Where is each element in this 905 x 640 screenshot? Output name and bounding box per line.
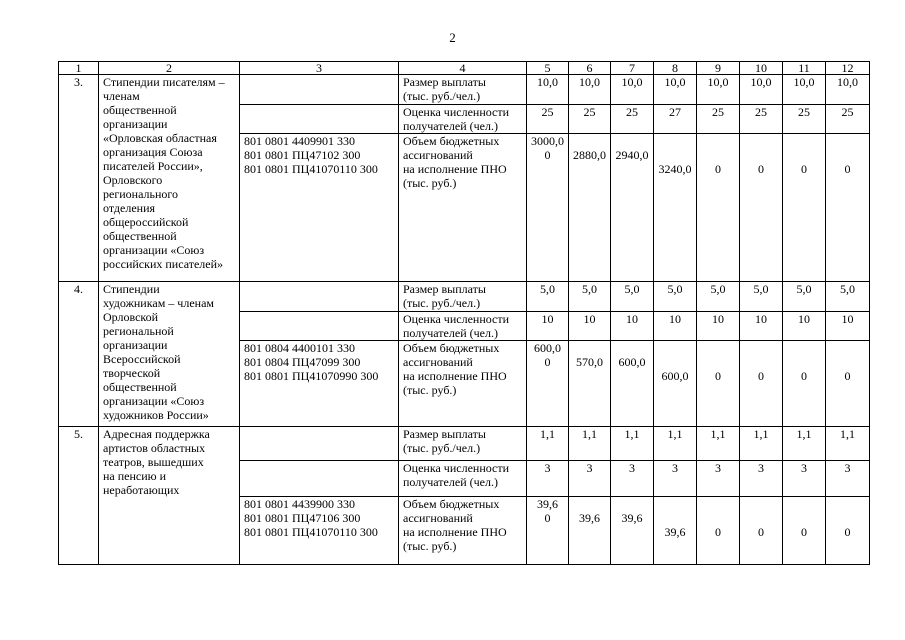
year-value: 10	[826, 312, 870, 341]
text-line: Орловской	[103, 310, 159, 324]
column-header: 2	[99, 62, 240, 75]
year-value: 1,1	[740, 427, 783, 461]
text-line: артистов областных	[103, 441, 206, 455]
year-value: 1,1	[527, 427, 569, 461]
year-value: 3	[826, 461, 870, 497]
text-line: организации	[103, 338, 168, 352]
indicator-label	[399, 134, 527, 282]
page-number: 2	[449, 30, 456, 45]
text-line: региональной	[103, 324, 174, 338]
year-value: 25	[697, 105, 740, 134]
year-value: 5,0	[611, 282, 654, 312]
year-value: 39,6	[569, 497, 611, 565]
text-line: художникам – членам	[103, 296, 214, 310]
text-line: на исполнение ПНО	[403, 369, 507, 383]
year-value: 0	[783, 497, 826, 565]
budget-codes	[240, 134, 399, 282]
budget-table	[58, 61, 870, 565]
year-value: 5,0	[783, 282, 826, 312]
year-value: 10,0	[826, 75, 870, 105]
text-line: 801 0804 ПЦ47099 300	[244, 355, 361, 369]
text-line: Стипендии писателям –	[103, 75, 225, 89]
year-value: 0	[826, 134, 870, 282]
text-line: организации «Союз	[103, 394, 205, 408]
year-value: 10,0	[697, 75, 740, 105]
text-line: ассигнований	[403, 511, 473, 525]
row-number: 3.	[59, 75, 99, 282]
year-value: 10,0	[527, 75, 569, 105]
indicator-label	[399, 461, 527, 497]
year-value: 10,0	[569, 75, 611, 105]
column-header: 5	[527, 62, 569, 75]
year-value: 0	[697, 341, 740, 427]
column-header: 3	[240, 62, 399, 75]
year-value: 1,1	[826, 427, 870, 461]
year-value: 0	[740, 134, 783, 282]
row-number: 5.	[59, 427, 99, 565]
text-line: Оценка численности	[403, 312, 510, 326]
year-value: 10	[611, 312, 654, 341]
text-line: общероссийской	[103, 215, 189, 229]
year-value: 10,0	[654, 75, 697, 105]
table-row	[59, 427, 870, 461]
text-line: отделения	[103, 201, 156, 215]
year-value: 3	[697, 461, 740, 497]
budget-codes	[240, 105, 399, 134]
budget-codes	[240, 427, 399, 461]
text-line: Оценка численности	[403, 461, 510, 475]
budget-codes	[240, 461, 399, 497]
text-line: Объем бюджетных	[403, 134, 500, 148]
year-value: 39,6	[611, 497, 654, 565]
text-line: общественной	[103, 380, 177, 394]
year-value: 10,0	[783, 75, 826, 105]
text-line: ассигнований	[403, 355, 473, 369]
text-line: регионального	[103, 187, 179, 201]
text-line: получателей (чел.)	[403, 326, 498, 340]
text-line: Адресная поддержка	[103, 427, 210, 441]
year-value: 0	[697, 134, 740, 282]
year-value: 25	[569, 105, 611, 134]
year-value: 0	[783, 341, 826, 427]
year-value: 3000,0 0	[527, 134, 569, 282]
measure-name	[99, 282, 240, 427]
year-value: 3	[654, 461, 697, 497]
year-value: 10	[783, 312, 826, 341]
budget-codes	[240, 312, 399, 341]
budget-codes	[240, 497, 399, 565]
year-value: 1,1	[569, 427, 611, 461]
text-line: (тыс. руб./чел.)	[403, 296, 481, 310]
text-line: неработающих	[103, 483, 180, 497]
indicator-label	[399, 312, 527, 341]
text-line: писателей России»,	[103, 159, 203, 173]
column-header: 9	[697, 62, 740, 75]
text-line: организации «Союз	[103, 243, 205, 257]
year-value: 10	[569, 312, 611, 341]
year-value: 5,0	[654, 282, 697, 312]
text-line: получателей (чел.)	[403, 119, 498, 133]
column-header: 1	[59, 62, 99, 75]
text-line: 801 0801 4439900 330	[244, 497, 355, 511]
year-value: 3	[783, 461, 826, 497]
year-value: 5,0	[697, 282, 740, 312]
text-line: общественной	[103, 103, 177, 117]
year-value: 0	[740, 497, 783, 565]
column-header: 8	[654, 62, 697, 75]
year-value: 5,0	[569, 282, 611, 312]
measure-name	[99, 75, 240, 282]
year-value: 0	[826, 341, 870, 427]
text-line: (тыс. руб./чел.)	[403, 441, 481, 455]
text-line: творческой	[103, 366, 161, 380]
text-line: (тыс. руб.)	[403, 539, 457, 553]
year-value: 5,0	[527, 282, 569, 312]
year-value: 39,6 0	[527, 497, 569, 565]
year-value: 25	[527, 105, 569, 134]
text-line: «Орловская областная	[103, 131, 217, 145]
measure-name	[99, 427, 240, 565]
year-value: 25	[611, 105, 654, 134]
year-value: 3	[611, 461, 654, 497]
text-line: художников России»	[103, 408, 209, 422]
column-header: 7	[611, 62, 654, 75]
year-value: 1,1	[611, 427, 654, 461]
text-line: 801 0801 4409901 330	[244, 134, 355, 148]
text-line: ассигнований	[403, 148, 473, 162]
column-header: 12	[826, 62, 870, 75]
year-value: 2940,0	[611, 134, 654, 282]
year-value: 3240,0	[654, 134, 697, 282]
table-row	[59, 75, 870, 105]
text-line: Оценка численности	[403, 105, 510, 119]
indicator-label	[399, 105, 527, 134]
text-line: Размер выплаты	[403, 427, 486, 441]
text-line: на исполнение ПНО	[403, 525, 507, 539]
text-line: (тыс. руб.)	[403, 383, 457, 397]
text-line: организация Союза	[103, 145, 203, 159]
text-line: 801 0801 ПЦ41070110 300	[244, 525, 378, 539]
year-value: 0	[826, 497, 870, 565]
year-value: 600,0 0	[527, 341, 569, 427]
year-value: 600,0	[611, 341, 654, 427]
year-value: 570,0	[569, 341, 611, 427]
year-value: 10	[527, 312, 569, 341]
year-value: 600,0	[654, 341, 697, 427]
year-value: 27	[654, 105, 697, 134]
text-line: российских писателей»	[103, 257, 224, 271]
text-line: 801 0801 ПЦ47106 300	[244, 511, 361, 525]
text-line: театров, вышедших	[103, 455, 204, 469]
indicator-label	[399, 341, 527, 427]
year-value: 25	[826, 105, 870, 134]
indicator-label	[399, 282, 527, 312]
year-value: 25	[740, 105, 783, 134]
year-value: 25	[783, 105, 826, 134]
text-line: Объем бюджетных	[403, 497, 500, 511]
text-line: Стипендии	[103, 282, 160, 296]
year-value: 10	[740, 312, 783, 341]
text-line: Размер выплаты	[403, 75, 486, 89]
year-value: 1,1	[697, 427, 740, 461]
year-value: 10	[697, 312, 740, 341]
budget-codes	[240, 341, 399, 427]
text-line: на пенсию и	[103, 469, 167, 483]
indicator-label	[399, 497, 527, 565]
year-value: 5,0	[826, 282, 870, 312]
header-row	[59, 62, 870, 75]
table-row	[59, 282, 870, 312]
text-line: (тыс. руб./чел.)	[403, 89, 481, 103]
text-line: Объем бюджетных	[403, 341, 500, 355]
text-line: получателей (чел.)	[403, 475, 498, 489]
text-line: на исполнение ПНО	[403, 162, 507, 176]
text-line: 801 0801 ПЦ47102 300	[244, 148, 361, 162]
indicator-label	[399, 427, 527, 461]
year-value: 10,0	[740, 75, 783, 105]
year-value: 0	[783, 134, 826, 282]
year-value: 10,0	[611, 75, 654, 105]
text-line: Орловского	[103, 173, 163, 187]
column-header: 11	[783, 62, 826, 75]
text-line: общественной	[103, 229, 177, 243]
text-line: Размер выплаты	[403, 282, 486, 296]
text-line: 801 0801 ПЦ41070990 300	[244, 369, 379, 383]
year-value: 0	[740, 341, 783, 427]
budget-codes	[240, 282, 399, 312]
year-value: 10	[654, 312, 697, 341]
text-line: организации	[103, 117, 168, 131]
year-value: 2880,0	[569, 134, 611, 282]
year-value: 0	[697, 497, 740, 565]
text-line: 801 0801 ПЦ41070110 300	[244, 162, 378, 176]
budget-codes	[240, 75, 399, 105]
year-value: 39,6	[654, 497, 697, 565]
text-line: Всероссийской	[103, 352, 181, 366]
year-value: 5,0	[740, 282, 783, 312]
text-line: 801 0804 4400101 330	[244, 341, 355, 355]
row-number: 4.	[59, 282, 99, 427]
indicator-label	[399, 75, 527, 105]
text-line: членам	[103, 89, 140, 103]
year-value: 3	[569, 461, 611, 497]
year-value: 3	[740, 461, 783, 497]
text-line: (тыс. руб.)	[403, 176, 457, 190]
column-header: 4	[399, 62, 527, 75]
column-header: 10	[740, 62, 783, 75]
year-value: 3	[527, 461, 569, 497]
column-header: 6	[569, 62, 611, 75]
year-value: 1,1	[783, 427, 826, 461]
year-value: 1,1	[654, 427, 697, 461]
